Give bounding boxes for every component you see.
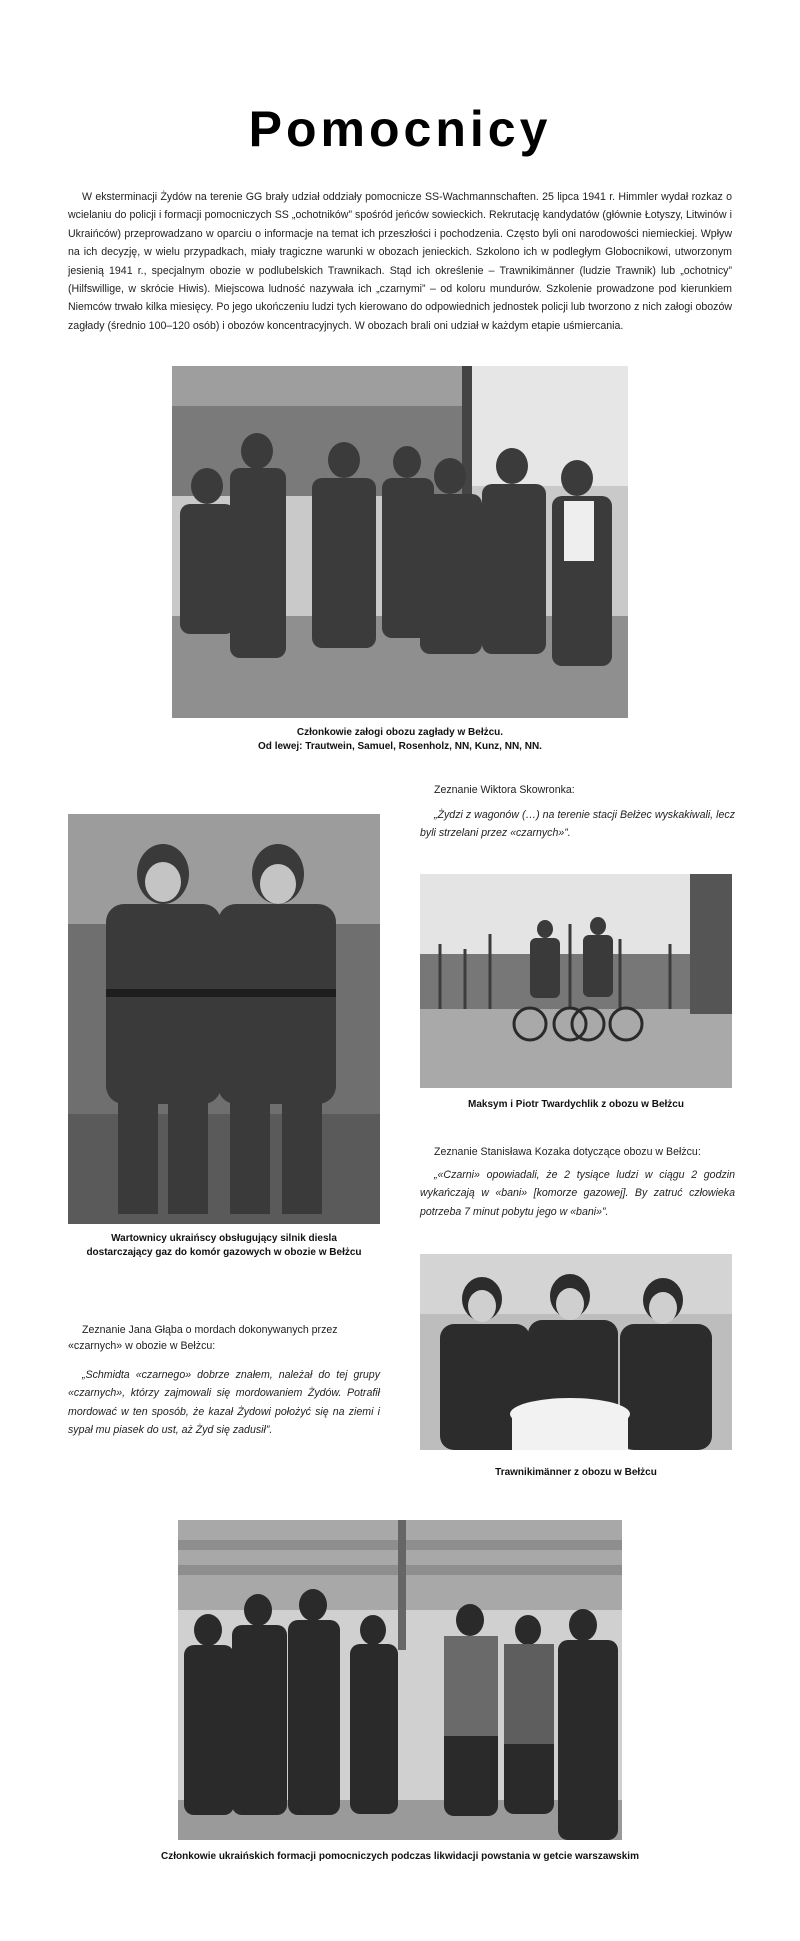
- caption-line: Członkowie załogi obozu zagłady w Bełżcu.: [296, 727, 504, 738]
- page-title: Pomocnicy: [248, 101, 552, 157]
- testimony-glab-quote: „Schmidta «czarnego» dobrze znałem, należał do tej grupy «czarnych», którzy zajmowali się mordowaniem Żydów. Potrafił mordować w ten sposób, że kazał Żydowi położyć się na ziemi i sypał mu piasek do ust, aż Żyd się zadusił”.: [68, 1369, 380, 1437]
- intro-paragraph: W eksterminacji Żydów na terenie GG brały udział oddziały pomocnicze SS-Wachmannschaften. 25 lipca 1941 r. Himmler wydał rozkaz o wcielaniu do policji i formacji pomocniczych SS „ochotników” spośród jeńców sowieckich. Rekrutację kandydatów (głównie Łotyszy, Litwinów i Ukraińców) przeprowadzano w oparciu o informacje na temat ich przeszłości i pochodzenia. Często byli oni narodowości niemieckiej. Wpływ na ich decyzję, w wielu przypadkach, miały tragiczne warunki w obozach jenieckich. Szkolono ich w podległym Globocnikowi, utworzonym jesienią 1941 r., specjalnym obozie w podlubelskich Trawnikach. Stąd ich określenie – Trawnikimänner (ludzie Trawnik) lub „ochotnicy” (Hilfswillige, w skrócie Hiwis). Miejscowa ludność nazywała ich „czarnymi” – od koloru mundurów. Szkolenie prowadzone pod kierunkiem Niemców trwało kilka miesięcy. Po jego ukończeniu ludzi tych kierowano do odpowiednich jednostek policji lub tworzono z nich załogi obozów zagłady (średnio 100–120 osób) i obozów koncentracyjnych. W obozach brali oni udział w każdym etapie uśmiercania.: [68, 191, 732, 332]
- photo-trawnikimanner: [420, 1254, 732, 1450]
- photo-twardychlik-brothers: [420, 874, 732, 1088]
- photo-trawnikimanner-caption: Trawnikimänner z obozu w Bełżcu: [495, 1467, 657, 1478]
- testimony-kozak-intro: Zeznanie Stanisława Kozaka dotyczące obozu w Bełżcu:: [434, 1146, 701, 1158]
- photo-camp-staff-group: [172, 366, 628, 718]
- testimony-skowronek-quote: „Żydzi z wagonów (…) na terenie stacji Bełżec wyskakiwali, lecz byli strzelani przez «czarnych»”.: [420, 809, 735, 840]
- photo-warsaw-ghetto-caption: Członkowie ukraińskich formacji pomocniczych podczas likwidacji powstania w getcie warszawskim: [161, 1851, 639, 1862]
- caption-line: Wartownicy ukraińscy obsługujący silnik diesla: [111, 1233, 337, 1244]
- testimony-kozak-quote: „«Czarni» opowiadali, że 2 tysiące ludzi w ciągu 2 godzin wykańczają w «bani» [komorze gazowej]. By zatruć człowieka potrzeba 7 minut pobytu jego w «bani»”.: [420, 1169, 735, 1218]
- testimony-skowronek-intro: Zeznanie Wiktora Skowronka:: [434, 784, 575, 796]
- photo-ukrainian-guards-caption: [68, 1232, 380, 1260]
- photo-twardychlik-caption: Maksym i Piotr Twardychlik z obozu w Bełżcu: [468, 1099, 684, 1110]
- caption-line: Od lewej: Trautwein, Samuel, Rosenholz, NN, Kunz, NN, NN.: [258, 741, 542, 752]
- photo-ukrainian-guards: [68, 814, 380, 1224]
- testimony-glab-intro: Zeznanie Jana Głąba o mordach dokonywanych przez «czarnych» w obozie w Bełżcu:: [68, 1324, 338, 1352]
- caption-line: dostarczający gaz do komór gazowych w obozie w Bełżcu: [86, 1247, 362, 1258]
- photo-camp-staff-caption: [172, 726, 628, 754]
- photo-warsaw-ghetto-liquidation: [178, 1520, 622, 1840]
